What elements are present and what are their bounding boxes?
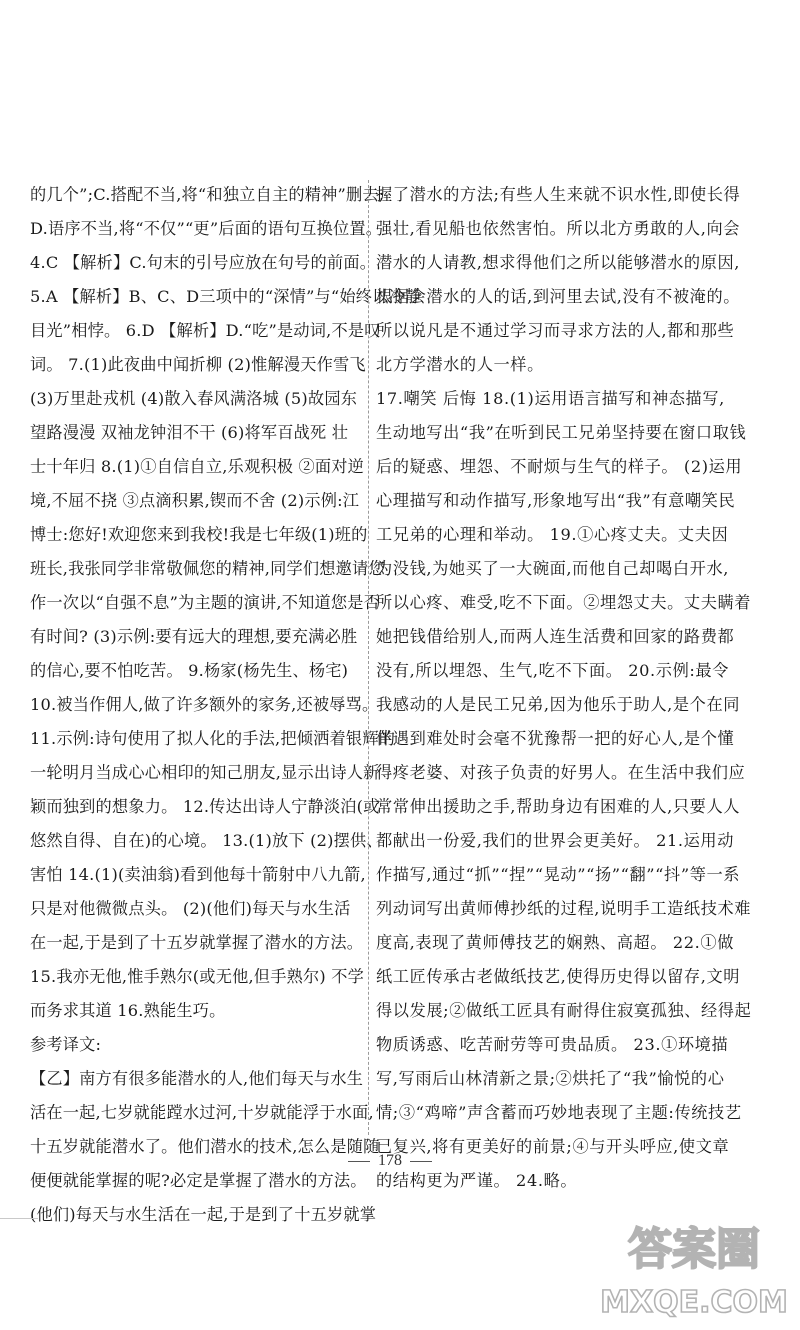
text-line: 物质诱惑、吃苦耐劳等可贵品质。 23.①环境描 <box>376 1035 729 1054</box>
text-line: 所以说凡是不通过学习而寻求方法的人,都和那些 <box>376 321 735 340</box>
text-line: (3)万里赴戎机 (4)散入春风满洛城 (5)故园东 <box>30 389 358 408</box>
column-divider <box>368 180 369 1135</box>
text-line: 班长,我张同学非常敬佩您的精神,同学们想邀请您 <box>30 559 385 578</box>
text-line: 10.被当作佣人,做了许多额外的家务,还被辱骂。 <box>30 695 379 714</box>
text-line: 的几个”;C.搭配不当,将“和独立自主的精神”删去; <box>30 185 385 204</box>
text-line: 的信心,要不怕吃苦。 9.杨家(杨先生、杨宅) <box>30 661 349 680</box>
text-line: 常常伸出援助之手,帮助身边有困难的人,只要人人 <box>376 797 741 816</box>
text-line: (他们)每天与水生活在一起,于是到了十五岁就掌 <box>30 1205 377 1224</box>
text-line: 悠然自得、自在)的心境。 13.(1)放下 (2)摆供、 <box>30 831 383 850</box>
text-line: 15.我亦无他,惟手熟尔(或无他,但手熟尔) 不学 <box>30 967 364 986</box>
text-line: 她把钱借给别人,而两人连生活费和回家的路费都 <box>376 627 735 646</box>
text-line: 生动地写出“我”在听到民工兄弟坚持要在窗口取钱 <box>376 423 747 442</box>
page-number-value: 178 <box>378 1152 402 1169</box>
text-line: 都献出一份爱,我们的世界会更美好。 21.运用动 <box>376 831 734 850</box>
text-line: 工兄弟的心理和举动。 19.①心疼丈夫。丈夫因 <box>376 525 729 544</box>
text-line: 得以发展;②做纸工匠具有耐得住寂寞孤独、经得起 <box>376 1001 752 1020</box>
text-line: 在一起,于是到了十五岁就掌握了潜水的方法。 <box>30 933 364 952</box>
watermark-top-text: 答案圈 <box>628 1224 760 1275</box>
text-line: 情;③“鸡啼”声含蓄而巧妙地表现了主题:传统技艺 <box>376 1103 742 1122</box>
text-line: 只是对他微微点头。 (2)(他们)每天与水生活 <box>30 899 351 918</box>
text-line: 强壮,看见船也依然害怕。所以北方勇敢的人,向会 <box>376 219 741 238</box>
text-line: 17.嘲笑 后悔 18.(1)运用语言描写和神态描写, <box>376 389 725 408</box>
text-line: 列动词写出黄师傅抄纸的过程,说明手工造纸技术难 <box>376 899 752 918</box>
text-line: 所以心疼、难受,吃不下面。②埋怨丈夫。丈夫瞒着 <box>376 593 752 612</box>
text-line: 心理描写和动作描写,形象地写出“我”有意嘲笑民 <box>376 491 736 510</box>
text-line: 伴遇到难处时会毫不犹豫帮一把的好心人,是个懂 <box>376 729 735 748</box>
text-line: 纸工匠传承古老做纸技艺,使得历史得以留存,文明 <box>376 967 741 986</box>
scan-edge-mark <box>0 1218 38 1219</box>
text-line: 握了潜水的方法;有些人生来就不识水性,即使长得 <box>376 185 741 204</box>
text-line: 望路漫漫 双袖龙钟泪不干 (6)将军百战死 壮 <box>30 423 349 442</box>
text-line: 4.C 【解析】C.句末的引号应放在句号的前面。 <box>30 253 377 272</box>
text-line: 潜水的人请教,想求得他们之所以能够潜水的原因, <box>376 253 741 272</box>
text-line: 目光”相悖。 6.D 【解析】D.“吃”是动词,不是叹 <box>30 321 381 340</box>
text-line: 便便就能掌握的呢?必定是掌握了潜水的方法。 <box>30 1171 367 1190</box>
text-line: 士十年归 8.(1)①自信自立,乐观积极 ②面对逆 <box>30 457 364 476</box>
text-line: 11.示例:诗句使用了拟人化的手法,把倾洒着银辉的 <box>30 729 396 748</box>
text-line: 颖而独到的想象力。 12.传达出诗人宁静淡泊(或 <box>30 797 380 816</box>
text-line: 根据会潜水的人的话,到河里去试,没有不被淹的。 <box>376 287 741 306</box>
text-line: 境,不屈不挠 ③点滴积累,锲而不舍 (2)示例:江 <box>30 491 360 510</box>
text-line: 为没钱,为她买了一大碗面,而他自己却喝白开水, <box>376 559 729 578</box>
text-line: 活在一起,七岁就能蹚水过河,十岁就能浮于水面, <box>30 1103 374 1122</box>
watermark-logo <box>596 1212 792 1324</box>
text-line: 词。 7.(1)此夜曲中闻折柳 (2)惟解漫天作雪飞 <box>30 355 366 374</box>
section-heading: 参考译文: <box>30 1035 102 1054</box>
watermark-bottom-text: MXQE.COM <box>600 1285 788 1320</box>
text-line: 得疼老婆、对孩子负责的好男人。在生活中我们应 <box>376 763 746 782</box>
text-line: 一轮明月当成心心相印的知己朋友,显示出诗人新 <box>30 763 380 782</box>
text-line: 写,写雨后山林清新之景;②烘托了“我”愉悦的心 <box>376 1069 725 1088</box>
text-line: 度高,表现了黄师傅技艺的娴熟、高超。 22.①做 <box>376 933 734 952</box>
page-number-dash-left <box>348 1161 370 1162</box>
text-line: 博士:您好!欢迎您来到我校!我是七年级(1)班的 <box>30 525 368 544</box>
text-line: 作描写,通过“抓”“捏”“晃动”“扬”“翻”“抖”等一系 <box>376 865 741 884</box>
text-line: 5.A 【解析】B、C、D三项中的“深情”与“始终以冷静 <box>30 287 422 306</box>
text-line: D.语序不当,将“不仅”“更”后面的语句互换位置。 <box>30 219 383 238</box>
text-line: 害怕 14.(1)(卖油翁)看到他每十箭射中八九箭, <box>30 865 366 884</box>
page-number <box>320 1152 460 1170</box>
text-line: 作一次以“自强不息”为主题的演讲,不知道您是否 <box>30 593 381 612</box>
text-line: 北方学潜水的人一样。 <box>376 355 544 374</box>
text-line: 没有,所以埋怨、生气,吃不下面。 20.示例:最令 <box>376 661 730 680</box>
text-line: 我感动的人是民工兄弟,因为他乐于助人,是个在同 <box>376 695 741 714</box>
page-number-dash-right <box>410 1161 432 1162</box>
text-line: 后的疑惑、埋怨、不耐烦与生气的样子。 (2)运用 <box>376 457 743 476</box>
right-column <box>376 178 752 1198</box>
text-line: 的结构更为严谨。 24.略。 <box>376 1171 578 1190</box>
text-line: 已复兴,将有更美好的前景;④与开头呼应,使文章 <box>376 1137 730 1156</box>
text-line: 【乙】南方有很多能潜水的人,他们每天与水生 <box>30 1069 364 1088</box>
text-line: 有时间? (3)示例:要有远大的理想,要充满必胜 <box>30 627 358 646</box>
text-line: 而务求其道 16.熟能生巧。 <box>30 1001 226 1020</box>
text-line: 十五岁就能潜水了。他们潜水的技术,怎么是随随 <box>30 1137 380 1156</box>
